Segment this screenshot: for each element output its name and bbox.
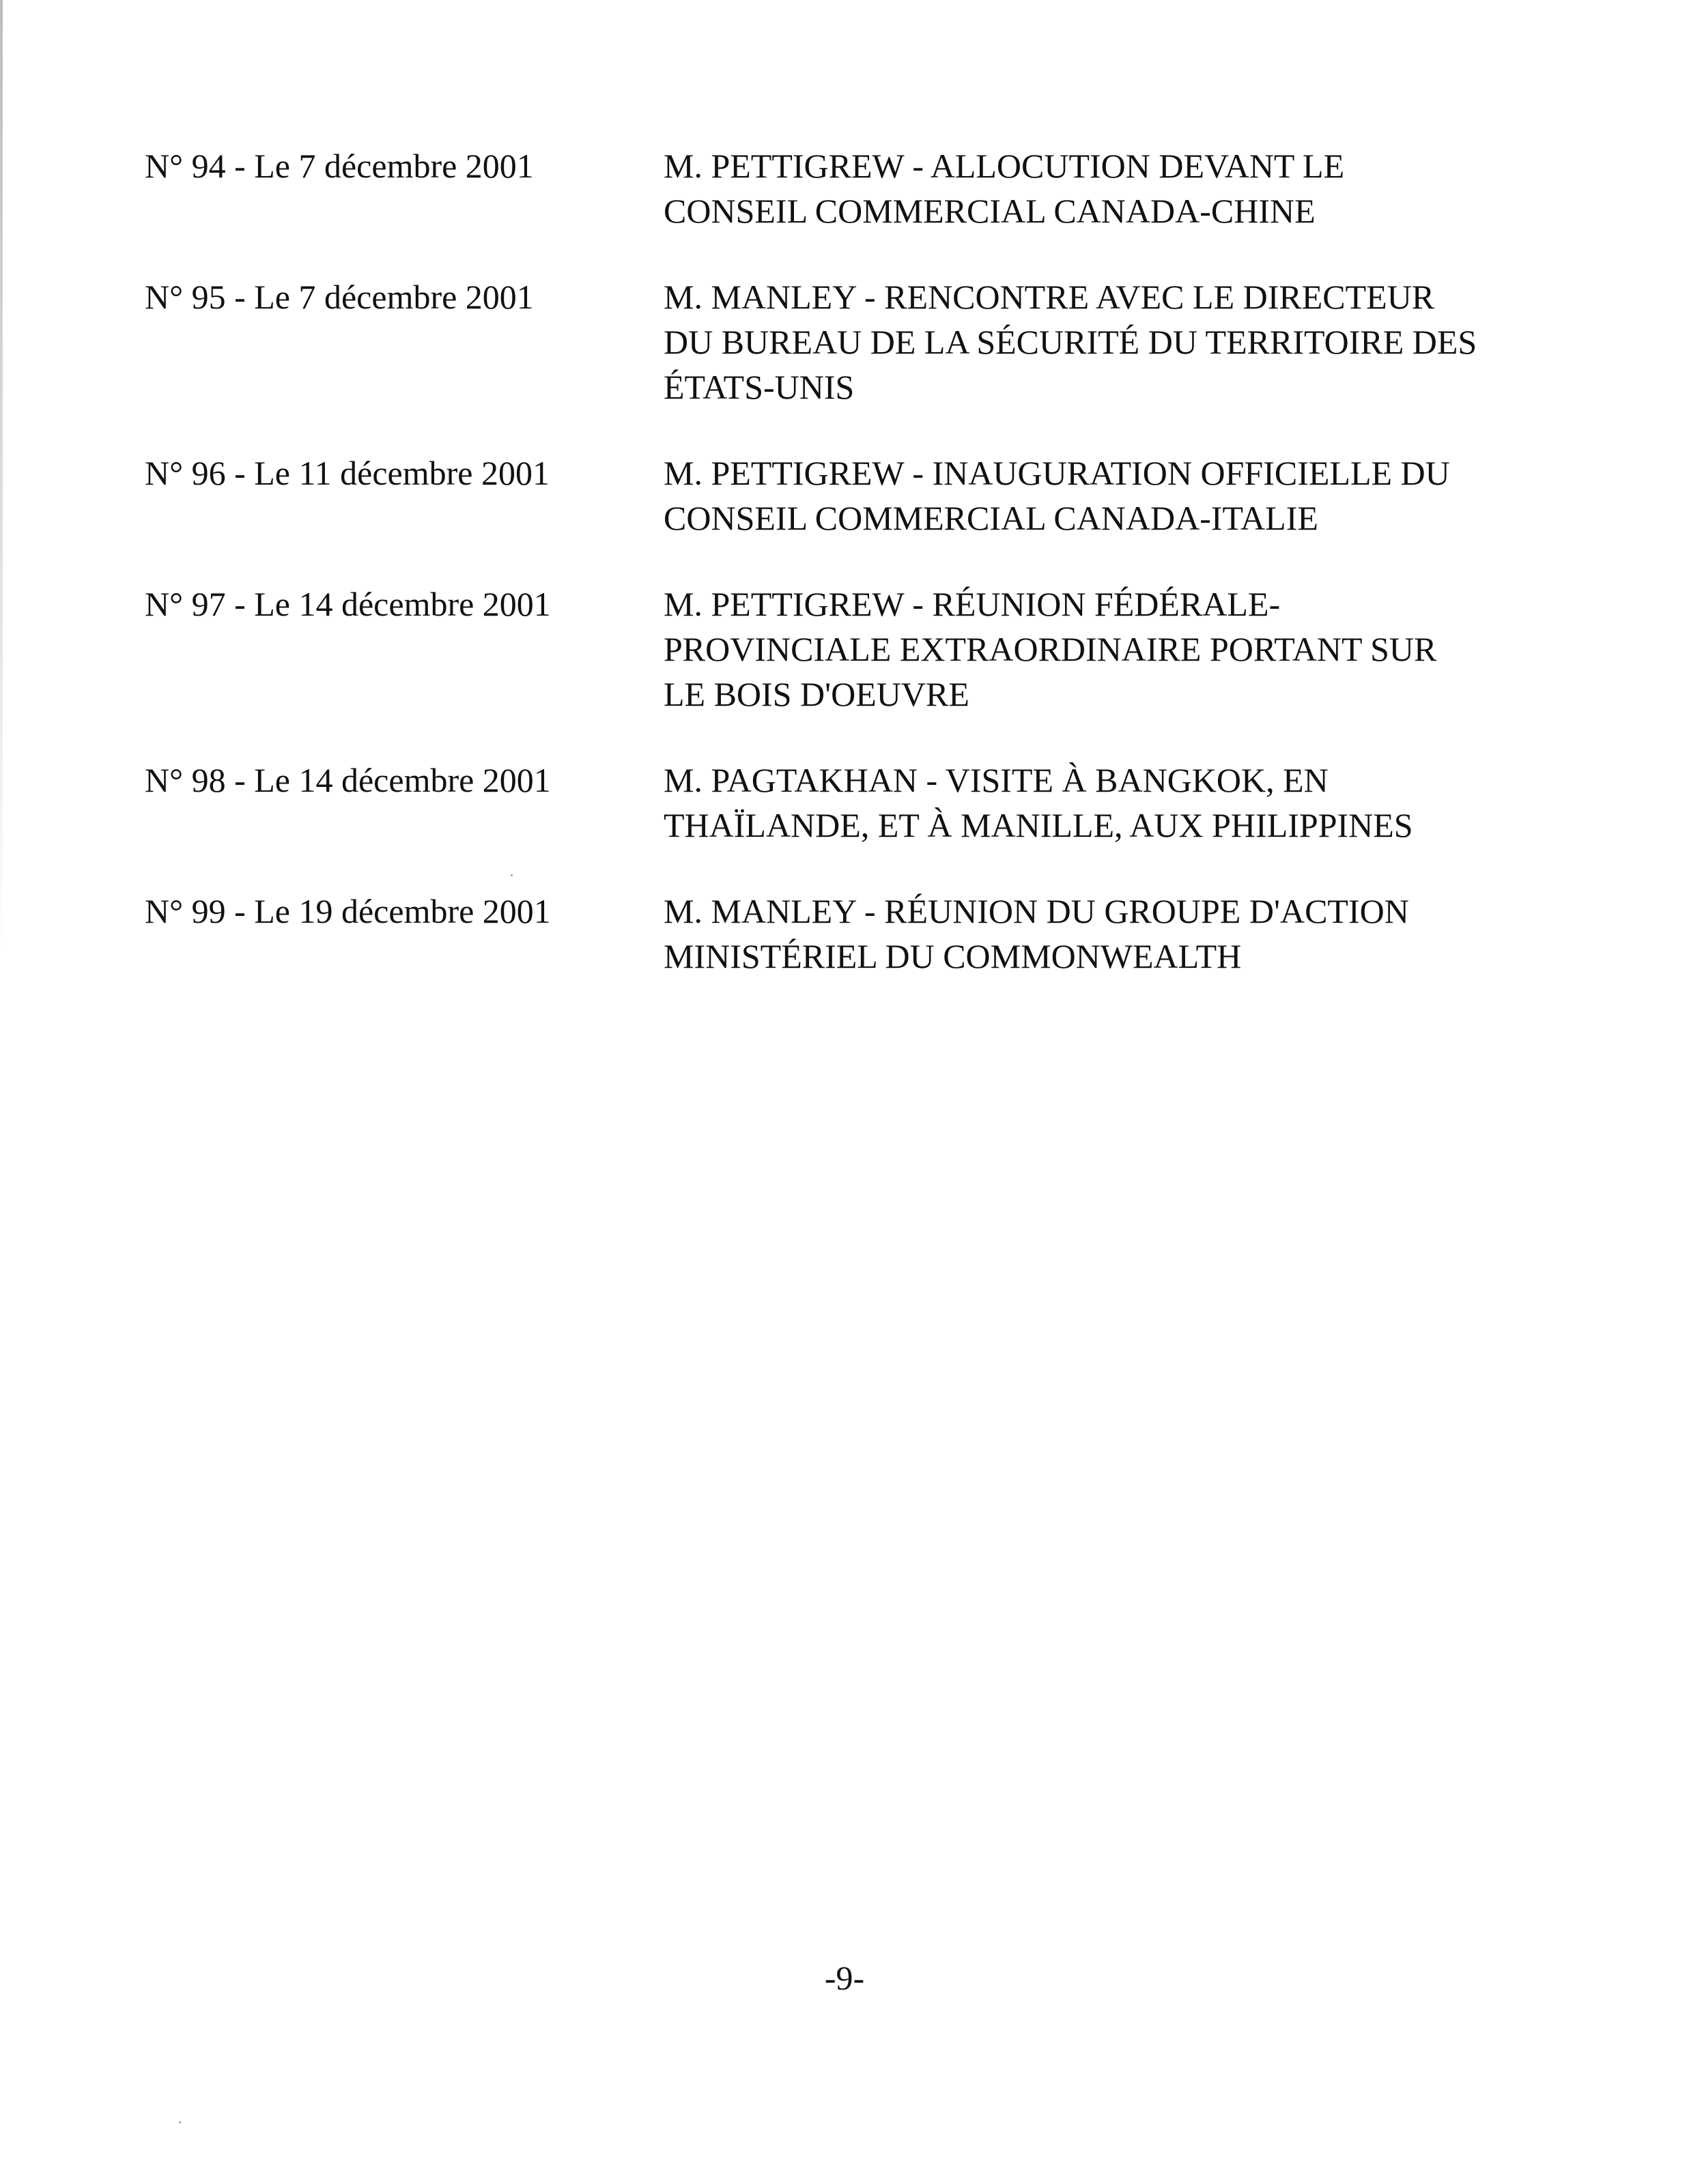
- release-title: [664, 889, 1551, 979]
- release-title-line: CONSEIL COMMERCIAL CANADA-CHINE: [664, 192, 1316, 230]
- release-title-line: M. MANLEY - RENCONTRE AVEC LE DIRECTEUR: [664, 278, 1435, 316]
- list-item: [145, 889, 1551, 979]
- release-title: [664, 143, 1551, 233]
- release-title-line: ÉTATS-UNIS: [664, 368, 855, 406]
- release-number-date: N° 95 - Le 7 décembre 2001: [145, 278, 534, 316]
- release-title-line: THAÏLANDE, ET À MANILLE, AUX PHILIPPINES: [664, 806, 1413, 844]
- release-number-date: N° 99 - Le 19 décembre 2001: [145, 892, 551, 930]
- release-title: [664, 450, 1551, 541]
- release-title-line: M. PETTIGREW - ALLOCUTION DEVANT LE: [664, 147, 1345, 185]
- release-number-date: N° 97 - Le 14 décembre 2001: [145, 585, 551, 623]
- page-number: -9-: [824, 1959, 865, 1997]
- scan-edge-shadow: [0, 0, 3, 956]
- release-title: [664, 274, 1551, 410]
- release-title-line: PROVINCIALE EXTRAORDINAIRE PORTANT SUR: [664, 630, 1437, 668]
- list-item: [145, 581, 1551, 717]
- release-title-line: CONSEIL COMMERCIAL CANADA-ITALIE: [664, 499, 1318, 537]
- release-number-date: N° 94 - Le 7 décembre 2001: [145, 147, 534, 185]
- release-number-date: N° 96 - Le 11 décembre 2001: [145, 454, 550, 492]
- scan-speck: [179, 2121, 181, 2123]
- release-title-line: M. MANLEY - RÉUNION DU GROUPE D'ACTION: [664, 892, 1409, 930]
- release-title-line: LE BOIS D'OEUVRE: [664, 675, 969, 713]
- press-release-list: [145, 143, 1551, 1020]
- list-item: [145, 274, 1551, 410]
- scan-speck: [511, 874, 513, 876]
- release-title-line: M. PAGTAKHAN - VISITE À BANGKOK, EN: [664, 761, 1329, 799]
- list-item: [145, 450, 1551, 541]
- list-item: [145, 758, 1551, 848]
- release-title-line: DU BUREAU DE LA SÉCURITÉ DU TERRITOIRE DES: [664, 323, 1477, 361]
- release-title-line: M. PETTIGREW - INAUGURATION OFFICIELLE DU: [664, 454, 1450, 492]
- release-number-date: N° 98 - Le 14 décembre 2001: [145, 761, 551, 799]
- release-title-line: M. PETTIGREW - RÉUNION FÉDÉRALE-: [664, 585, 1281, 623]
- release-title: [664, 581, 1551, 717]
- list-item: [145, 143, 1551, 233]
- release-title: [664, 758, 1551, 848]
- release-title-line: MINISTÉRIEL DU COMMONWEALTH: [664, 937, 1242, 975]
